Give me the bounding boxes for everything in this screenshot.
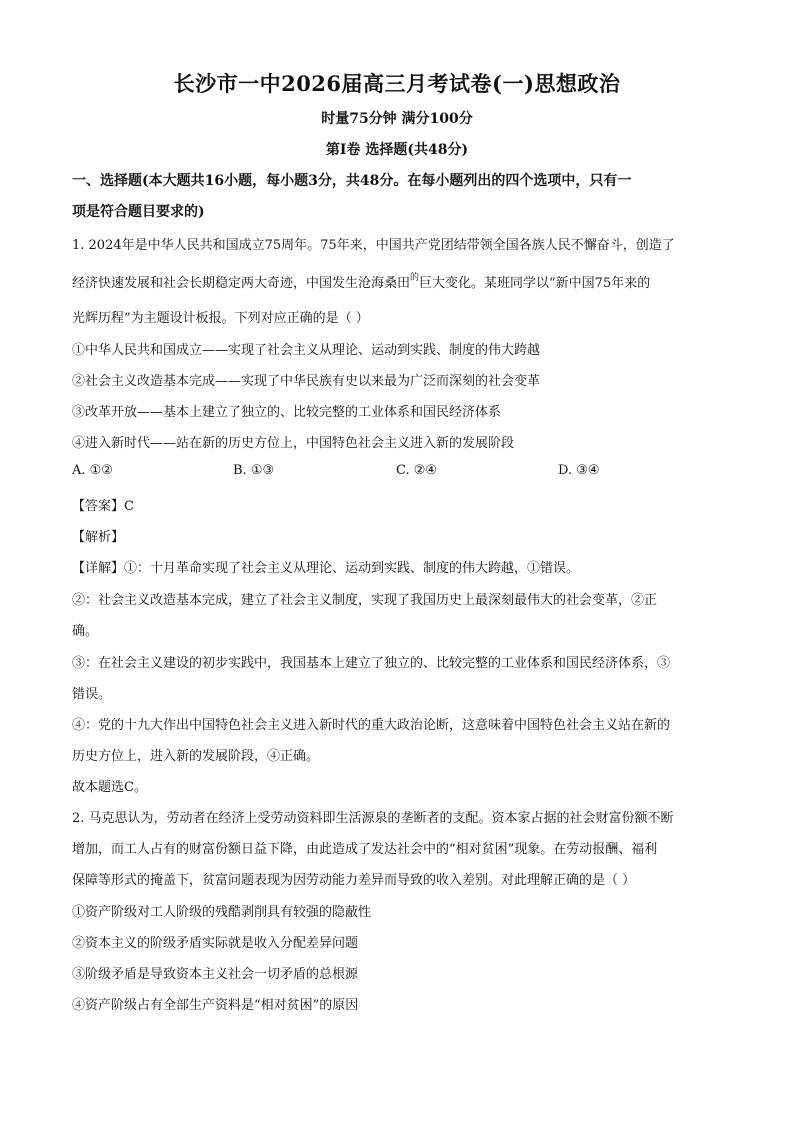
q1-stem-line3: 光辉历程”为主题设计板报。下列对应正确的是（ ） — [72, 311, 369, 326]
q1-detail-line: 故本题选C。 — [72, 780, 147, 795]
exam-time-score: 时量75分钟 满分100分 — [321, 111, 473, 127]
q1-analysis-label: 【解析】 — [72, 530, 125, 545]
q1-detail-line: ③：在社会主义建设的初步实践中，我国基本上建立了独立的、比较完整的工业体系和国民经济体系，③ — [72, 656, 671, 671]
q1-stem-line1: 1. 2024年是中华人民共和国成立75周年。75年来，中国共产党团结带领全国各族人民不懈奋斗，创造了 — [72, 238, 675, 253]
section-heading-line1: 一、选择题(本大题共16小题，每小题3分，共48分。在每小题列出的四个选项中，只有一 — [72, 173, 632, 189]
q1-option-a: A. ①② — [72, 463, 113, 478]
q1-item: ①中华人民共和国成立——实现了社会主义从理论、运动到实践、制度的伟大跨越 — [72, 343, 541, 358]
q1-detail-line: 错误。 — [72, 687, 112, 702]
q2-item: ①资产阶级对工人阶级的残酷剥削具有较强的隐蔽性 — [72, 905, 372, 920]
q1-detail-line: 【详解】①：十月革命实现了社会主义从理论、运动到实践、制度的伟大跨越，①错误。 — [72, 561, 580, 576]
q1-item: ③改革开放——基本上建立了独立的、比较完整的工业体系和国民经济体系 — [72, 405, 502, 420]
q1-stem-superscript: 的 — [410, 273, 420, 283]
q1-option-d: D. ③④ — [558, 463, 600, 478]
q2-item: ②资本主义的阶级矛盾实际就是收入分配差异问题 — [72, 936, 359, 951]
section-title: 第Ⅰ卷 选择题(共48分) — [325, 142, 469, 158]
q1-option-b: B. ①③ — [233, 463, 275, 478]
exam-title: 长沙市一中2026届高三月考试卷(一)思想政治 — [173, 71, 621, 96]
q1-detail-line: 确。 — [72, 624, 99, 639]
q1-stem-line2 — [72, 272, 724, 291]
q2-stem-line: 2. 马克思认为，劳动者在经济上受劳动资料即生活源泉的垄断者的支配。资本家占据的社会财富份额不断 — [72, 811, 674, 826]
q1-answer: 【答案】C — [72, 499, 134, 514]
q2-stem-line: 保障等形式的掩盖下，贫富问题表现为因劳动能力差异而导致的收入差别。对此理解正确的是（ ） — [72, 873, 636, 888]
q1-detail-line: ④：党的十九大作出中国特色社会主义进入新时代的重大政治论断，这意味着中国特色社会主义站在新的 — [72, 718, 671, 733]
q2-item: ③阶级矛盾是导致资本主义社会一切矛盾的总根源 — [72, 967, 359, 982]
section-heading-line2: 项是符合题目要求的) — [72, 204, 205, 220]
q1-stem-line2-part1: 经济快速发展和社会长期稳定两大奇迹，中国发生沧海桑田 — [72, 276, 411, 291]
q1-stem-line2-part2: 巨大变化。某班同学以“新中国75年来的 — [419, 276, 651, 291]
q2-item: ④资产阶级占有全部生产资料是“相对贫困”的原因 — [72, 998, 359, 1013]
q2-stem-line: 增加，而工人占有的财富份额日益下降，由此造成了发达社会中的“相对贫困”现象。在劳动报酬、福利 — [72, 842, 658, 857]
q1-detail-line: ②：社会主义改造基本完成，建立了社会主义制度，实现了我国历史上最深刻最伟大的社会变革，②正 — [72, 593, 658, 608]
q1-option-c: C. ②④ — [396, 463, 438, 478]
q1-item: ②社会主义改造基本完成——实现了中华民族有史以来最为广泛而深刻的社会变革 — [72, 374, 541, 389]
q1-detail-line: 历史方位上，进入新的发展阶段，④正确。 — [72, 749, 320, 764]
q1-item: ④进入新时代——站在新的历史方位上，中国特色社会主义进入新的发展阶段 — [72, 436, 515, 451]
